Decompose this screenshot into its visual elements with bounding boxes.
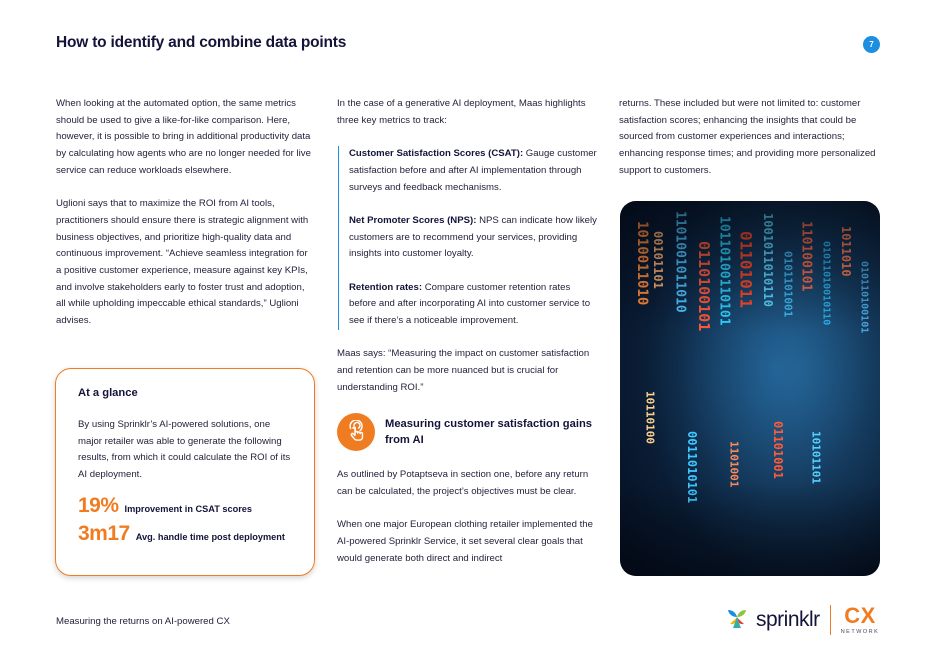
sprinklr-logo-icon [724,604,750,635]
hand-pointer-icon [337,413,375,451]
metric-term: Customer Satisfaction Scores (CSAT): [349,148,524,160]
metric-desc: Gauge customer satisfaction before and after AI implementation through surveys and feedback mechanisms. [349,148,597,193]
body-paragraph: When looking at the automated option, the same metrics should be used to give a like-for-like comparison. Here, however, it is possible to bring in additional productivity data by calculating how agents who are no longer needed for live service can reduce workloads elsewhere. [56,98,311,176]
column-2 [337,96,599,584]
metric-term: Retention rates: [349,281,423,293]
section-subheading [337,413,599,451]
stat-label: Improvement in CSAT scores [124,503,252,514]
logo-divider [830,605,831,635]
metric-desc: NPS can indicate how likely customers are to recommend your services, providing insights into customer loyalty. [349,214,597,260]
metrics-list [338,146,599,330]
glance-stat [78,522,292,546]
quote-paragraph: Maas says: “Measuring the impact on customer satisfaction and retention can be more nuanced but is crucial for understanding ROI.” [337,348,590,393]
body-paragraph: As outlined by Potaptseva in section one, before any return can be calculated, the project’s objectives must be clear. [337,469,589,497]
metric-item [349,213,599,263]
metric-item [349,280,599,330]
at-a-glance-box [55,368,315,576]
page-number-badge: 7 [863,36,880,53]
data-stream-graphic [620,201,880,576]
column-3 [619,96,881,196]
page-title: How to identify and combine data points [56,34,347,51]
body-paragraph: In the case of a generative AI deployment, Maas highlights three key metrics to track: [337,98,586,126]
body-paragraph: Uglioni says that to maximize the ROI from AI tools, practitioners should ensure there is strategic alignment with business objectives, and prioritize high-quality data and continuous improvement. “Achieve seamless integration for a positive customer experience, measure against key KPIs, and involve stakeholders early to foster trust and adoption, all while upholding impeccable ethical standards,” Uglioni advises. [56,198,309,327]
footer-text: Measuring the returns on AI-powered CX [56,616,230,627]
data-stream-image [620,201,880,576]
metric-desc: Compare customer retention rates before and after incorporating AI into customer service to see if there’s a noticeable improvement. [349,281,591,327]
subheading-text: Measuring customer satisfaction gains from AI [385,418,593,447]
column-1 [56,96,314,347]
cx-logo-subtext: NETWORK [840,628,880,635]
footer-brand [724,604,879,635]
body-paragraph: returns. These included but were not limited to: customer satisfaction scores; enhancing the insights that could be sourced from customer experiences and interactions; enhancing response times; and providing more personalized support to customers. [619,98,876,176]
body-paragraph: When one major European clothing retailer implemented the AI-powered Sprinklr Service, it set several clear goals that would generate both direct and indirect [337,519,593,564]
glance-stat [78,494,292,518]
metric-item [349,146,599,196]
cx-network-logo [840,602,880,635]
stat-value: 3m17 [78,521,130,545]
stat-label: Avg. handle time post deployment [135,531,285,542]
sprinklr-wordmark: sprinklr [756,607,820,631]
cx-logo-text: CX [844,602,876,628]
metric-term: Net Promoter Scores (NPS): [349,214,477,226]
glance-title: At a glance [78,387,138,399]
stat-value: 19% [78,493,119,517]
glance-body: By using Sprinklr’s AI-powered solutions, one major retailer was able to generate the following results, from which it could calculate the ROI of its AI deployment. [78,419,291,481]
